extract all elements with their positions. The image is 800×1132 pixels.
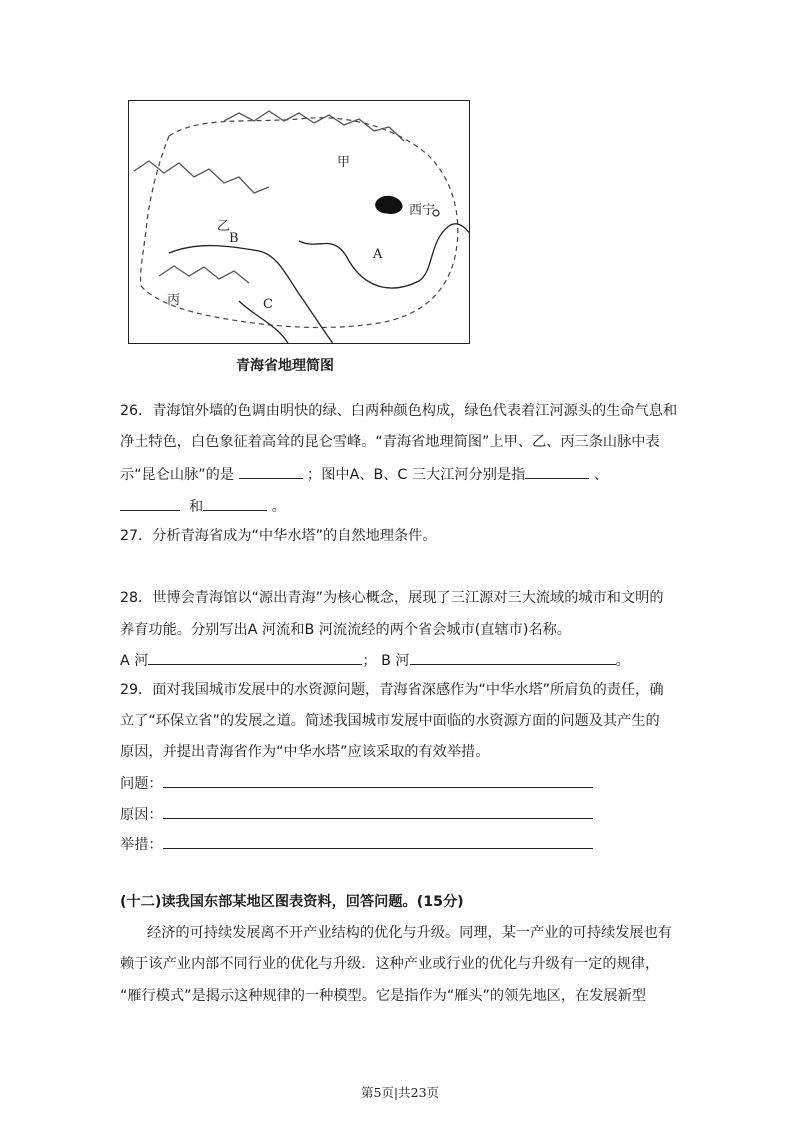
answer-blank-problem[interactable] xyxy=(163,773,593,788)
section12-para-line3: “雁行模式”是揭示这种规律的一种模型。它是指作为“雁头”的领先地区，在发展新型 xyxy=(120,988,646,1004)
cause-label: 原因： xyxy=(120,807,163,823)
q26-line4-text-b: 。 xyxy=(271,499,286,515)
measure-label: 举措： xyxy=(120,837,163,853)
answer-blank-river-b[interactable] xyxy=(120,496,180,511)
answer-blank-river-a[interactable] xyxy=(525,464,589,479)
q26-line4-text-a: 和 xyxy=(189,499,204,515)
river-a-label: A 河 xyxy=(120,653,149,669)
mountain-range-yi xyxy=(134,161,269,193)
q29-line3: 原因，并提出青海省作为“中华水塔”应该采取的有效举措。 xyxy=(120,744,490,760)
section12-title: (十二)读我国东部某地区图表资料，回答问题。(15分) xyxy=(120,894,464,910)
q26-line3 xyxy=(120,464,608,485)
q26-line2: 净土特色，白色象征着高耸的昆仑雪峰。“青海省地理简图”上甲、乙、丙三条山脉中表 xyxy=(120,434,660,450)
q26-line4 xyxy=(120,496,286,517)
river-b xyxy=(169,246,334,344)
answer-blank-river-b-cities[interactable] xyxy=(410,650,616,665)
qinghai-lake xyxy=(376,196,402,213)
q28-line2: 养育功能。分别写出A 河流和B 河流流经的两个省会城市(直辖市)名称。 xyxy=(120,622,571,638)
q28-end: 。 xyxy=(615,653,630,669)
q29-line1: 29．面对我国城市发展中的水资源问题，青海省深感作为“中华水塔”所肩负的责任，确 xyxy=(120,682,664,698)
label-yi: 乙 xyxy=(217,219,231,234)
label-jia: 甲 xyxy=(337,155,351,170)
label-bing: 丙 xyxy=(167,293,181,308)
q27-line1: 27．分析青海省成为“中华水塔”的自然地理条件。 xyxy=(120,528,437,544)
label-b: B xyxy=(229,231,239,246)
label-a: A xyxy=(373,247,383,262)
map-caption: 青海省地理简图 xyxy=(236,358,334,374)
q29-cause-row xyxy=(120,804,593,825)
province-boundary-west xyxy=(141,136,169,286)
answer-blank-river-a-cities[interactable] xyxy=(148,650,362,665)
q28-line1: 28．世博会青海馆以“源出青海”为核心概念，展现了三江源对三大流域的城市和文明的 xyxy=(120,590,664,606)
map-drawing xyxy=(129,101,470,344)
q29-measure-row xyxy=(120,834,593,855)
q26-line3-text-c: 、 xyxy=(593,467,609,483)
q28-separator: ； xyxy=(362,653,377,669)
river-b-label: B 河 xyxy=(381,653,410,669)
q29-line2: 立了“环保立省”的发展之道。简述我国城市发展中面临的水资源方面的问题及其产生的 xyxy=(120,713,660,729)
q29-problem-row xyxy=(120,773,593,794)
answer-blank-kunlun[interactable] xyxy=(239,464,303,479)
mountain-range-bing xyxy=(159,266,249,283)
province-boundary xyxy=(141,118,458,328)
section12-para-line1: 经济的可持续发展离不开产业结构的优化与升级。同理，某一产业的可持续发展也有 xyxy=(147,925,672,941)
label-c: C xyxy=(263,297,273,312)
q28-line3 xyxy=(120,650,630,671)
page-footer: 第5页|共23页 xyxy=(360,1085,440,1100)
answer-blank-measure[interactable] xyxy=(163,834,593,849)
q26-line3-text-a: 示“昆仑山脉”的是 xyxy=(120,467,235,483)
section12-para-line2: 赖于该产业内部不同行业的优化与升级．这种产业或行业的优化与升级有一定的规律， xyxy=(120,956,660,972)
label-xining: 西宁 xyxy=(409,203,436,218)
problem-label: 问题： xyxy=(120,776,163,792)
q26-line1: 26．青海馆外墙的色调由明快的绿、白两种颜色构成，绿色代表着江河源头的生命气息和 xyxy=(120,403,678,419)
qinghai-map xyxy=(128,100,470,344)
answer-blank-cause[interactable] xyxy=(163,804,593,819)
answer-blank-river-c[interactable] xyxy=(203,496,267,511)
river-a xyxy=(299,224,470,288)
q26-line3-text-b: ；图中A、B、C 三大江河分别是指 xyxy=(307,467,526,483)
mountain-range-jia xyxy=(224,111,404,141)
